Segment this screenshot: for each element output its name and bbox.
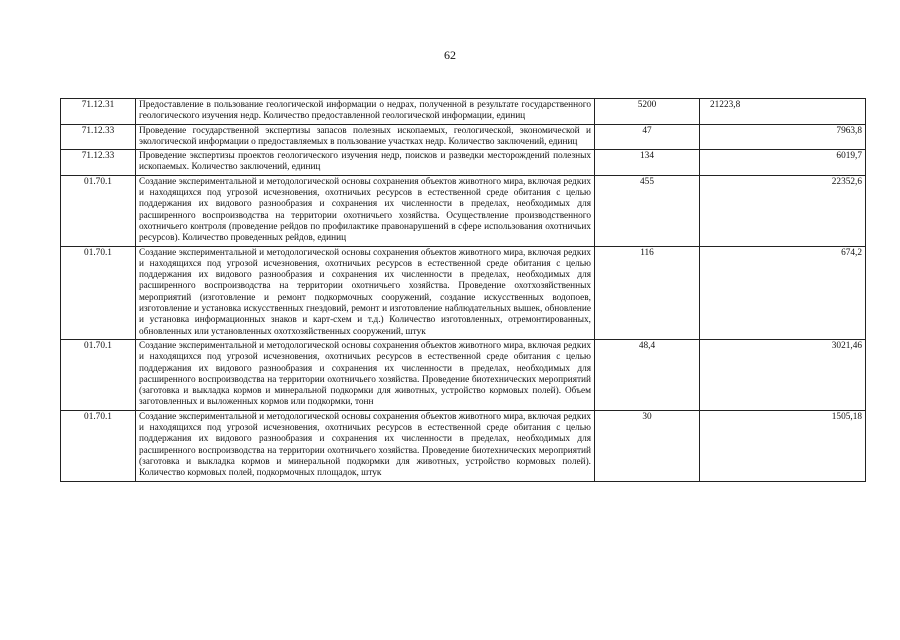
- table-body: [61, 99, 866, 482]
- row-description: Предоставление в пользование геологической информации о недрах, полученной в результате государственного геологического изучения недр. Количество предоставленной геологической информации, единиц: [136, 99, 595, 125]
- row-code: 01.70.1: [61, 339, 136, 410]
- row-description: Создание экспериментальной и методологической основы сохранения объектов животного мира, включая редких и находящихся под угрозой исчезновения, охотничьих ресурсов в естественной среде обитания с целью поддержания их видового разнообразия и сохранения их численности в пределах, необходимых для расширенного воспроизводства на территории охотничьего хозяйства. Проведение биотехнических мероприятий (заготовка и выкладка кормов и минеральной подкормки для животных, устройство кормовых полей). Объем заготовленных и выложенных кормов или подкормки, тонн: [136, 339, 595, 410]
- row-quantity: 116: [595, 246, 700, 339]
- row-quantity: 48,4: [595, 339, 700, 410]
- row-description: Создание экспериментальной и методологической основы сохранения объектов животного мира, включая редких и находящихся под угрозой исчезновения, охотничьих ресурсов в естественной среде обитания с целью поддержания их видового разнообразия и сохранения их численности в пределах, необходимых для расширенного воспроизводства на территории охотничьего хозяйства. Проведение охотхозяйственных мероприятий (изготовление и ремонт подкормочных сооружений, создание искусственных водопоев, изготовление и установка искусственных гнездовий, ремонт и изготовление наблюдательных вышек, обновление и установка информационных знаков и карт-схем и т.д.) Количество изготовленных, отремонтированных, обновленных или установленных охотхозяйственных сооружений, штук: [136, 246, 595, 339]
- row-quantity: 47: [595, 124, 700, 150]
- row-quantity: 455: [595, 175, 700, 246]
- row-amount: 21223,8: [700, 99, 866, 125]
- row-amount: 22352,6: [700, 175, 866, 246]
- row-amount: 1505,18: [700, 410, 866, 481]
- row-description: Проведение государственной экспертизы запасов полезных ископаемых, геологической, экономической и экологической информации о предоставляемых в пользование участках недр. Количество заключений, единиц: [136, 124, 595, 150]
- row-description: Создание экспериментальной и методологической основы сохранения объектов животного мира, включая редких и находящихся под угрозой исчезновения, охотничьих ресурсов в естественной среде обитания с целью поддержания их видового разнообразия и сохранения их численности в пределах, необходимых для расширенного воспроизводства на территории охотничьего хозяйства. Проведение биотехнических мероприятий (заготовка и выкладка кормов и минеральной подкормки для животных, устройство кормовых полей). Количество кормовых полей, подкормочных площадок, штук: [136, 410, 595, 481]
- row-amount: 6019,7: [700, 150, 866, 176]
- table-row: [61, 124, 866, 150]
- row-code: 71.12.33: [61, 124, 136, 150]
- row-code: 01.70.1: [61, 175, 136, 246]
- table-row: [61, 175, 866, 246]
- page-number: 62: [444, 48, 456, 62]
- row-amount: 7963,8: [700, 124, 866, 150]
- table-row: [61, 410, 866, 481]
- row-code: 01.70.1: [61, 246, 136, 339]
- row-amount: 3021,46: [700, 339, 866, 410]
- services-table: [60, 98, 866, 482]
- row-code: 71.12.31: [61, 99, 136, 125]
- row-description: Проведение экспертизы проектов геологического изучения недр, поисков и разведки месторождений полезных ископаемых. Количество заключений, единиц: [136, 150, 595, 176]
- row-quantity: 5200: [595, 99, 700, 125]
- row-description: Создание экспериментальной и методологической основы сохранения объектов животного мира, включая редких и находящихся под угрозой исчезновения, охотничьих ресурсов в естественной среде обитания с целью поддержания их видового разнообразия и сохранения их численности в пределах, необходимых для расширенного воспроизводства на территории охотничьего хозяйства. Осуществление производственного охотничьего контроля (проведение рейдов по профилактике правонарушений в сфере использования охотничьих ресурсов). Количество проведенных рейдов, единиц: [136, 175, 595, 246]
- row-quantity: 30: [595, 410, 700, 481]
- table-row: [61, 339, 866, 410]
- row-code: 71.12.33: [61, 150, 136, 176]
- table-row: [61, 150, 866, 176]
- row-quantity: 134: [595, 150, 700, 176]
- row-code: 01.70.1: [61, 410, 136, 481]
- row-amount: 674,2: [700, 246, 866, 339]
- table-row: [61, 246, 866, 339]
- table-row: [61, 99, 866, 125]
